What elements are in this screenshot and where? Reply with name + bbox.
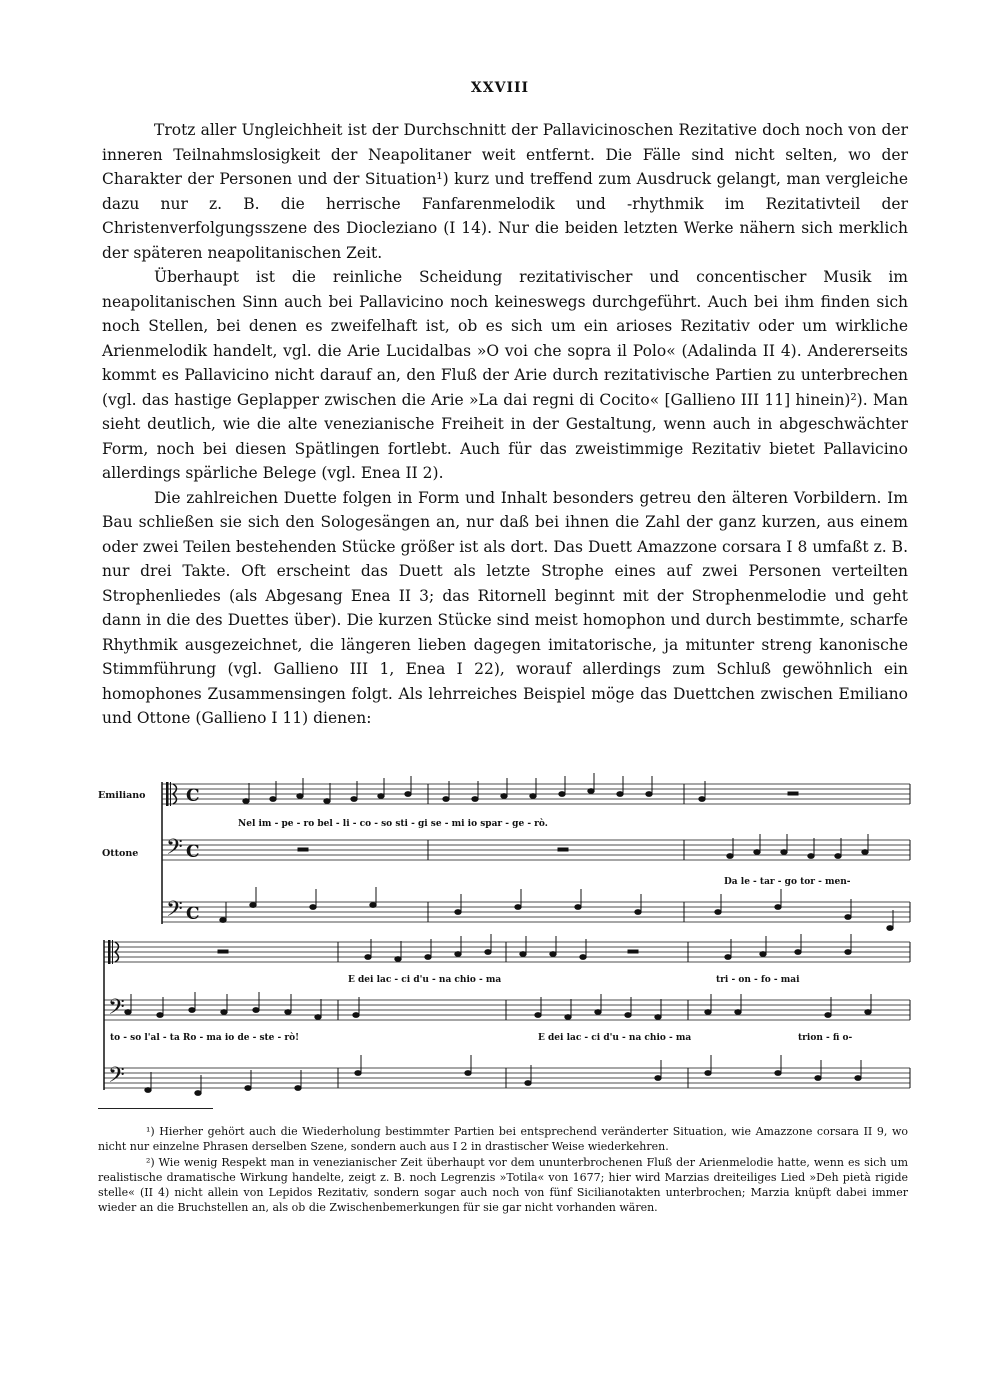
- barlines-system-1: [428, 784, 910, 922]
- lyrics-system-2-middle-b: E dei lac - ci d'u - na chio - ma: [538, 1033, 692, 1043]
- system-2: [104, 934, 910, 1095]
- lyrics-system-2-middle-a: to - so l'al - ta Ro - ma io de - ste - rò!: [110, 1033, 300, 1043]
- lyrics-system-2-top-a: E dei lac - ci d'u - na chio - ma: [348, 975, 502, 985]
- clefs-system-2: [108, 940, 125, 1093]
- staff-2-bass: [104, 1068, 910, 1088]
- paragraph-3: Die zahlreichen Duette folgen in Form und Inhalt besonders getreu den älteren Vorbildern. Im Bau schließen sie sich den Sologesängen an, nur daß bei ihnen die Zahl der ganz kurzen, aus einem oder zwei Teilen bestehenden Stücke größer ist als dort. Das Duett Amazzone corsara I 8 umfaßt z. B. nur drei Takte. Oft erscheint das Duett als letzte Strophe eines auf zwei Personen verteilten Strophenliedes (als Abgesang Enea II 3; das Ritornell beginnt mit der Strophenmelodie und geht dann in die des Duettes über). Die kurzen Stücke sind meist homophon und durch bestimmte, scharfe Rhythmik ausgezeichnet, die längeren lieben dagegen imitatorische, ja mitunter streng kanonische Stimmführung (vgl. Gallieno III 1, Enea I 22), worauf allerdings zum Schluß gewöhnlich ein homophones Zusammensingen folgt. Als lehrreiches Beispiel möge das Duettchen zwischen Emiliano und Ottone (Gallieno I 11) dienen:: [102, 488, 908, 727]
- page-number: XXVIII: [470, 80, 530, 96]
- paragraph-1: Trotz aller Ungleichheit ist der Durchschnitt der Pallavicinoschen Rezitative doch noch von der inneren Teilnahmslosigkeit der Neapolitaner weit entfernt. Die Fälle sind nicht selten, wo der Charakter der Personen und der Situation¹) kurz und treffend zum Ausdruck gelangt, man vergleiche dazu nur z. B. die herrische Fanfarenmelodik und -rhythmik im Rezitativteil der Christenverfolgungsszene des Diocleziano (I 14). Nur die beiden letzten Werke nähern sich merklich der späteren neapolitanischen Zeit.: [102, 121, 908, 262]
- paragraph-2: Überhaupt ist die reinliche Scheidung rezitativischer und concentischer Musik im neapolitanischen Sinn auch bei Pallavicino noch keineswegs durchgeführt. Auch bei ihm finden sich noch Stellen, bei denen es zweifelhaft ist, ob es sich um ein arioses Rezitativ oder um wirkliche Arienmelodik handelt, vgl. die Arie Lucidalbas »O voi che sopra il Polo« (Adalinda II 4). Andererseits kommt es Pallavicino nicht darauf an, den Fluß der Arie durch rezitativische Partien zu unterbrechen (vgl. das hastige Geplapper zwischen die Arie »La dai regni di Cocito« [Gallieno III 11] hinein)²). Man sieht deutlich, wie die alte venezianische Freiheit in der Gestaltung, wenn auch in abgeschwächter Form, noch bei diesen Spätlingen fortlebt. Auch für das zweistimmige Rezitativ bietet Pallavicino allerdings spärliche Belege (vgl. Enea II 2).: [102, 268, 908, 482]
- svg-text:𝄢: 𝄢: [108, 995, 125, 1025]
- voice-label-emiliano: Emiliano: [98, 790, 146, 801]
- staff-1-middle: [162, 840, 910, 860]
- lyrics-system-1-top: Nel im - pe - ro bel - li - co - so sti - gi se - mi io spar - ge - rò.: [238, 819, 548, 829]
- lyrics-system-2-top-b: tri - on - fo - mai: [716, 975, 800, 985]
- lyrics-system-2-middle-c: trion - fi o-: [798, 1033, 853, 1043]
- footnotes: [98, 1124, 908, 1216]
- system-1: [98, 773, 910, 930]
- voice-label-ottone: Ottone: [102, 848, 139, 859]
- body-text: [102, 118, 908, 731]
- svg-text:𝄢: 𝄢: [166, 897, 183, 927]
- svg-text:C: C: [186, 904, 200, 924]
- footnote-rule: [98, 1108, 213, 1109]
- svg-text:C: C: [186, 786, 200, 806]
- staff-1-bass: [162, 902, 910, 922]
- svg-text:C: C: [186, 842, 200, 862]
- lyrics-system-1-middle: Da le - tar - go tor - men-: [724, 877, 851, 887]
- footnote-1: ¹) Hierher gehört auch die Wiederholung bestimmter Partien bei entsprechend veränderter Situation, wie Amazzone corsara II 9, wo nicht nur einzelne Phrasen derselben Szene, sondern auch aus I 2 in drastischer Weise wiederkehren.: [98, 1125, 908, 1154]
- music-example: [98, 768, 913, 1118]
- svg-text:𝄢: 𝄢: [108, 1063, 125, 1093]
- footnote-2: ²) Wie wenig Respekt man in venezianischer Zeit überhaupt vor dem ununterbrochenen Fluß der Arienmelodie hatte, wenn es sich um realistische dramatische Wirkung handelte, zeigt z. B. noch Legrenzis »Totila« von 1677; hier wird Marzias dreiteiliges Lied »Deh pietà rigide stelle« (II 4) nicht allein von Lepidos Rezitativ, sondern sogar auch noch von fünf Sicilianotakten unterbrochen; Marzia knüpft dabei immer wieder an die Bruchstellen an, als ob die Zwischenbemerkungen für sie gar nicht vorhanden wären.: [98, 1155, 908, 1215]
- svg-text:𝄢: 𝄢: [166, 835, 183, 865]
